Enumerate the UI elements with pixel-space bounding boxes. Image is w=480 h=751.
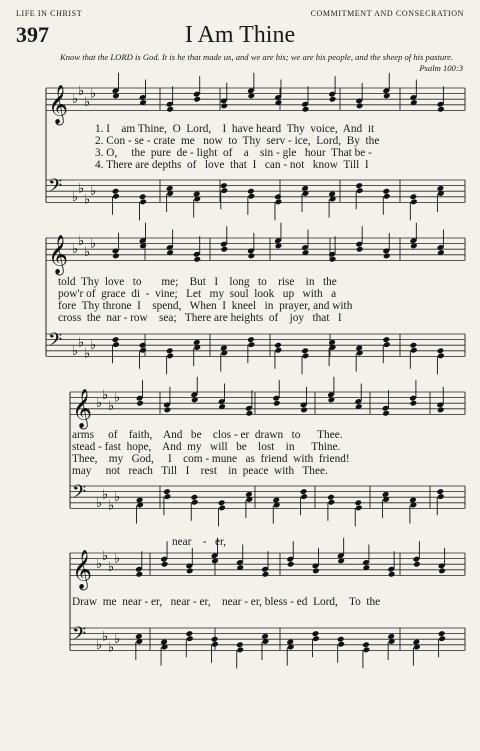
note-head [437, 493, 445, 500]
note-head [437, 407, 445, 414]
note-head [193, 339, 201, 346]
note-head [438, 630, 446, 637]
flat-icon: ♭ [114, 551, 121, 567]
flat-icon: ♭ [108, 399, 115, 414]
flat-icon: ♭ [72, 242, 79, 258]
note-head [272, 497, 280, 504]
note-head [246, 410, 254, 417]
flat-icon: ♭ [102, 548, 109, 564]
lyric-line: 3. O, the pure de - light of a sin - gle hour That be - [95, 147, 372, 159]
note-head [362, 641, 370, 648]
note-head [356, 246, 364, 253]
note-head [437, 352, 445, 359]
note-head [409, 497, 417, 504]
note-head [337, 641, 345, 648]
bass-clef-icon: 𝄢 [72, 482, 87, 508]
note-head [354, 499, 362, 506]
note-head [139, 198, 147, 205]
note-head [328, 339, 336, 346]
lyric-line: cross the nar - row sea; There are heights of joy that I [58, 312, 342, 324]
flat-icon: ♭ [114, 490, 121, 506]
note-head [302, 106, 310, 113]
flat-icon: ♭ [78, 233, 85, 249]
lyric-line: arms of faith, And be clos - er drawn to Thee. [72, 429, 343, 441]
flat-icon: ♭ [72, 189, 79, 205]
note-head [112, 253, 120, 260]
note-head [301, 347, 309, 354]
flat-icon: ♭ [96, 637, 103, 653]
flat-icon: ♭ [108, 560, 115, 575]
lyric-line: fore Thy throne I spend, When I kneel in prayer, and with [58, 300, 353, 312]
flat-icon: ♭ [78, 83, 85, 99]
note-head [437, 185, 445, 192]
note-head [274, 193, 282, 200]
note-head [163, 488, 171, 495]
note-head [193, 96, 201, 103]
lyric-line: Thee, my God, I com - mune as friend with friend! [72, 453, 350, 465]
note-head [382, 188, 390, 195]
note-head [388, 571, 396, 578]
note-head [164, 407, 172, 414]
note-head [382, 336, 390, 343]
flat-icon: ♭ [72, 343, 79, 359]
note-head [164, 493, 172, 500]
flat-icon: ♭ [114, 632, 121, 648]
flat-icon: ♭ [90, 338, 97, 354]
note-head [261, 633, 269, 640]
note-head [275, 347, 283, 354]
note-head [356, 187, 364, 194]
note-head [436, 488, 444, 495]
note-head [300, 407, 308, 414]
note-head [413, 639, 421, 646]
note-head [413, 561, 421, 568]
note-head [410, 400, 418, 407]
note-head [166, 185, 174, 192]
note-head [248, 341, 256, 348]
note-head [383, 341, 391, 348]
note-head [383, 253, 391, 260]
note-head [273, 400, 281, 407]
bass-clef-icon: 𝄢 [72, 624, 87, 650]
note-head [186, 568, 194, 575]
flat-icon: ♭ [90, 236, 97, 252]
lyric-line: stead - fast hope, And my will be lost in Thine. [72, 441, 341, 453]
note-head [218, 499, 226, 506]
note-head [136, 400, 144, 407]
note-head [329, 96, 337, 103]
flat-icon: ♭ [96, 495, 103, 511]
hymn-title: I Am Thine [184, 22, 296, 48]
flat-icon: ♭ [102, 629, 109, 645]
running-header-right: COMMITMENT AND CONSECRATION [310, 9, 464, 18]
note-head [186, 635, 194, 642]
flat-icon: ♭ [108, 640, 115, 656]
note-head [190, 494, 198, 501]
flat-icon: ♭ [72, 92, 79, 108]
note-head [287, 561, 295, 568]
note-head [112, 193, 120, 200]
note-head [166, 352, 174, 359]
note-head [437, 106, 445, 113]
note-head [382, 491, 390, 498]
note-head [139, 193, 147, 200]
note-head [247, 188, 255, 195]
flat-icon: ♭ [84, 192, 91, 208]
hymn-number: 397 [16, 22, 49, 47]
note-head [355, 345, 363, 352]
flat-icon: ♭ [84, 95, 91, 110]
flat-icon: ♭ [84, 346, 91, 362]
note-head [193, 191, 201, 198]
note-head [437, 347, 445, 354]
lyric-line: 4. There are depths of love that I can - not know Till I [95, 159, 369, 171]
flat-icon: ♭ [96, 396, 103, 412]
flat-icon: ♭ [102, 387, 109, 403]
note-head [135, 633, 143, 640]
note-head [236, 646, 244, 653]
note-head [166, 106, 174, 113]
note-head [112, 188, 120, 195]
note-head [161, 561, 169, 568]
note-head [328, 499, 336, 506]
lyric-line: pow'r of grace di - vine; Let my soul look up with a [58, 288, 337, 300]
flat-icon: ♭ [108, 498, 115, 514]
note-head [136, 571, 144, 578]
note-head [136, 497, 144, 504]
note-head [218, 504, 226, 511]
lyric-line: Draw me near - er, near - er, near - er, bless - ed Lord, To the [72, 596, 381, 608]
flat-icon: ♭ [78, 181, 85, 197]
note-head [312, 630, 320, 637]
flat-icon: ♭ [78, 335, 85, 351]
note-head [247, 336, 255, 343]
note-head [355, 504, 363, 511]
note-head [337, 636, 345, 643]
note-head [300, 488, 308, 495]
note-head [387, 633, 395, 640]
note-head [383, 193, 391, 200]
treble-clef-icon: 𝄞 [48, 84, 69, 125]
flat-icon: ♭ [90, 184, 97, 200]
note-head [112, 341, 120, 348]
note-head [248, 253, 256, 260]
bass-clef-icon: 𝄢 [48, 176, 63, 202]
note-head [220, 345, 228, 352]
note-head [286, 639, 294, 646]
note-head [312, 568, 320, 575]
epigraph-text: Know that the LORD is God. It is he that made us, and we are his; we are his people, and the sheep of his pasture. [60, 52, 454, 62]
epigraph-reference: Psalm 100:3 [419, 63, 463, 73]
note-head [236, 641, 244, 648]
treble-clef-icon: 𝄞 [48, 234, 69, 275]
note-head [328, 191, 336, 198]
note-head [220, 246, 228, 253]
treble-clef-icon: 𝄞 [72, 549, 93, 590]
note-head [211, 641, 219, 648]
note-head [275, 198, 283, 205]
running-header-left: LIFE IN CHRIST [16, 9, 83, 18]
note-head [356, 103, 364, 110]
note-head [300, 493, 308, 500]
flat-icon: ♭ [102, 487, 109, 503]
cue-lyric: near - er, [172, 536, 227, 548]
note-head [301, 185, 309, 192]
note-head [160, 639, 168, 646]
note-head [438, 635, 446, 642]
note-head [438, 568, 446, 575]
note-head [139, 347, 147, 354]
note-head [262, 571, 270, 578]
note-head [363, 646, 371, 653]
flat-icon: ♭ [114, 390, 121, 406]
lyric-line: told Thy love to me; But I long to rise in the [58, 276, 337, 288]
note-head [302, 352, 310, 359]
note-head [382, 410, 390, 417]
note-head [355, 182, 363, 189]
note-head [220, 103, 228, 110]
note-head [274, 342, 282, 349]
bass-clef-icon: 𝄢 [48, 330, 63, 356]
note-head [410, 347, 418, 354]
note-head [327, 494, 335, 501]
note-head [166, 347, 174, 354]
note-head [245, 491, 253, 498]
lyric-line: 2. Con - se - crate me now to Thy serv - ice, Lord, By the [95, 135, 380, 147]
treble-clef-icon: 𝄞 [72, 388, 93, 429]
lyric-line: may not reach Till I rest in peace with Thee. [72, 465, 328, 477]
lyric-line: 1. I am Thine, O Lord, I have heard Thy voice, And it [95, 123, 375, 135]
note-head [185, 630, 193, 637]
note-head [248, 193, 256, 200]
note-head [211, 636, 219, 643]
note-head [220, 182, 228, 189]
note-head [193, 256, 201, 263]
note-head [112, 336, 120, 343]
note-head [410, 198, 418, 205]
note-head [312, 635, 320, 642]
flat-icon: ♭ [84, 245, 91, 260]
note-head [409, 193, 417, 200]
note-head [409, 342, 417, 349]
flat-icon: ♭ [90, 86, 97, 102]
note-head [191, 499, 199, 506]
flat-icon: ♭ [96, 557, 103, 573]
note-head [220, 187, 228, 194]
